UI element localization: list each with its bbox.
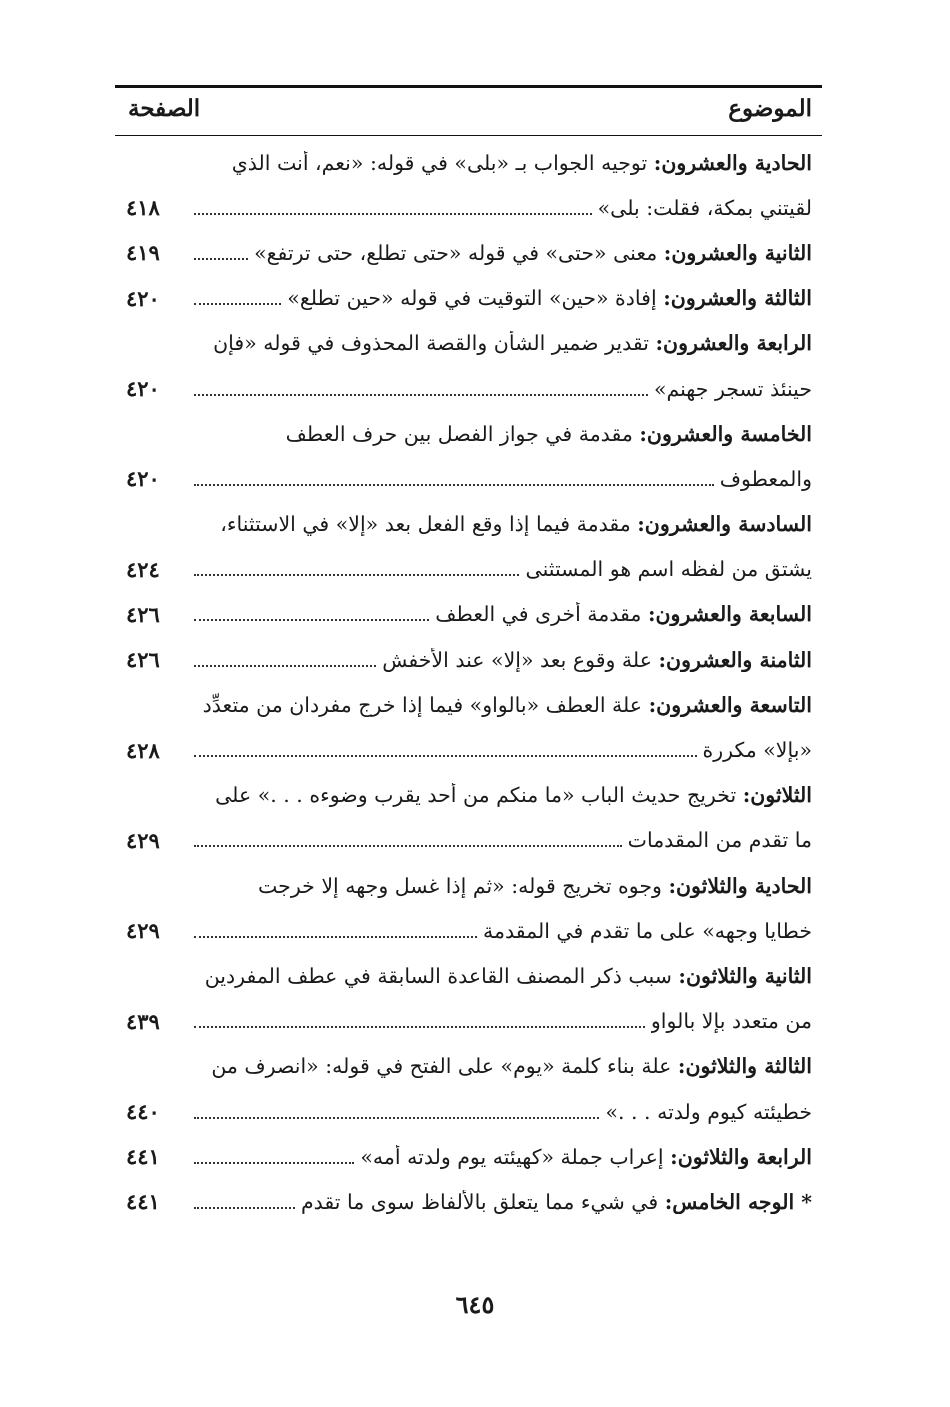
toc-page-number: ٤٤٠ xyxy=(126,1099,160,1125)
toc-line xyxy=(120,863,812,908)
toc-entry-text xyxy=(654,377,812,401)
toc-entry-body: «بإلا» مكررة xyxy=(702,738,812,763)
toc-line xyxy=(120,1089,812,1134)
toc-page-number: ٤٢٨ xyxy=(126,737,160,763)
header-top-rule xyxy=(115,85,822,88)
toc-entry-body: ما تقدم من المقدمات xyxy=(627,828,812,853)
toc-page-number: ٤٢٠ xyxy=(126,376,160,402)
topic-column-header: الموضوع xyxy=(728,95,812,122)
toc-page-number: ٤٣٩ xyxy=(126,1008,160,1034)
table-of-contents xyxy=(120,140,812,1225)
toc-entry-body: في شيء مما يتعلق بالألفاظ سوى ما تقدم xyxy=(300,1189,659,1214)
toc-entry-title: التاسعة والعشرون: xyxy=(648,692,812,717)
toc-line xyxy=(120,185,812,230)
toc-entry-text xyxy=(254,241,812,265)
toc-entry-body: علة بناء كلمة «يوم» على الفتح في قوله: «انصرف من xyxy=(211,1054,672,1079)
toc-entry-body: علة العطف «بالواو» فيما إذا خرج مفردان من متعدِّد xyxy=(202,692,643,717)
toc-entry-text xyxy=(598,196,812,220)
toc-entry-body: إعراب جملة «كهيئته يوم ولدته أمه» xyxy=(360,1144,664,1169)
toc-entry-text xyxy=(215,783,812,807)
toc-entry-title: الثامنة والعشرون: xyxy=(658,647,812,672)
toc-entry-title: الرابعة والثلاثون: xyxy=(670,1144,812,1169)
leader-dots xyxy=(194,653,376,667)
toc-entry-text xyxy=(211,1054,812,1078)
toc-entry-title: الحادية والثلاثون: xyxy=(668,873,812,898)
leader-dots xyxy=(194,743,697,757)
toc-entry-text xyxy=(525,557,812,581)
toc-entry-text xyxy=(703,738,813,762)
leader-dots xyxy=(194,201,592,215)
toc-entry-text xyxy=(220,512,812,536)
toc-entry-title: الرابعة والعشرون: xyxy=(655,331,812,356)
toc-line xyxy=(120,637,812,682)
toc-line xyxy=(120,456,812,501)
toc-entry-body: علة وقوع بعد «إلا» عند الأخفش xyxy=(382,647,652,672)
toc-entry-body: تقدير ضمير الشأن والقصة المحذوف في قوله «فإن xyxy=(213,331,649,356)
toc-entry-text xyxy=(605,1100,812,1124)
toc-entry-body: لقيتني بمكة، فقلت: بلى» xyxy=(597,195,812,220)
toc-entry-body: يشتق من لفظه اسم هو المستثنى xyxy=(525,557,812,582)
toc-entry-text xyxy=(286,422,812,446)
toc-entry-title: الثالثة والثلاثون: xyxy=(677,1054,812,1079)
toc-page-number: ٤١٨ xyxy=(126,195,160,221)
leader-dots xyxy=(194,291,281,305)
toc-entry-text xyxy=(628,828,812,852)
toc-entry-text xyxy=(382,648,812,672)
toc-page-number: ٤٢٠ xyxy=(126,466,160,492)
toc-line xyxy=(120,366,812,411)
toc-line xyxy=(120,908,812,953)
toc-line xyxy=(120,502,812,547)
toc-entry-text xyxy=(720,467,812,491)
toc-entry-title: الحادية والعشرون: xyxy=(653,150,812,175)
toc-entry-title: السابعة والعشرون: xyxy=(647,602,812,627)
toc-entry-body: وجوه تخريج قوله: «ثم إذا غسل وجهه إلا خرجت xyxy=(258,873,662,898)
toc-line xyxy=(120,1179,812,1224)
toc-line xyxy=(120,1044,812,1089)
leader-dots xyxy=(194,607,429,621)
toc-entry-text xyxy=(232,151,812,175)
toc-entry-text xyxy=(651,1009,812,1033)
toc-line xyxy=(120,1134,812,1179)
toc-entry-text xyxy=(435,602,812,626)
toc-entry-text xyxy=(258,874,812,898)
toc-line xyxy=(120,547,812,592)
toc-line xyxy=(120,140,812,185)
toc-page-number: ٤٢٤ xyxy=(126,556,160,582)
toc-entry-body: معنى «حتى» في قوله «حتى تطلع، حتى ترتفع» xyxy=(254,240,658,265)
leader-dots xyxy=(194,924,477,938)
toc-entry-body: سبب ذكر المصنف القاعدة السابقة في عطف المفردين xyxy=(204,963,672,988)
toc-entry-body: مقدمة فيما إذا وقع الفعل بعد «إلا» في الاستثناء، xyxy=(220,512,631,537)
leader-dots xyxy=(194,562,519,576)
toc-entry-body: حينئذ تسجر جهنم» xyxy=(653,376,812,401)
leader-dots xyxy=(194,246,248,260)
toc-entry-title: * الوجه الخامس: xyxy=(664,1189,812,1214)
toc-line xyxy=(120,682,812,727)
toc-entry-body: خطايا وجهه» على ما تقدم في المقدمة xyxy=(483,918,812,943)
toc-line xyxy=(120,773,812,818)
leader-dots xyxy=(194,1150,354,1164)
toc-entry-title: السادسة والعشرون: xyxy=(637,512,812,537)
toc-entry-body: توجيه الجواب بـ «بلى» في قوله: «نعم، أنت الذي xyxy=(231,150,648,175)
toc-line xyxy=(120,999,812,1044)
toc-entry-body: من متعدد بإلا بالواو xyxy=(650,1009,812,1034)
toc-page-number: ٤٤١ xyxy=(126,1144,160,1170)
toc-line xyxy=(120,411,812,456)
leader-dots xyxy=(194,472,714,486)
toc-entry-body: إفادة «حين» التوقيت في قوله «حين تطلع» xyxy=(287,286,657,311)
toc-entry-body: والمعطوف xyxy=(719,466,812,491)
leader-dots xyxy=(194,1105,599,1119)
toc-line xyxy=(120,230,812,275)
toc-entry-text xyxy=(213,331,812,355)
toc-line xyxy=(120,727,812,772)
toc-line xyxy=(120,321,812,366)
leader-dots xyxy=(194,1014,645,1028)
toc-entry-text xyxy=(483,919,812,943)
toc-entry-body: مقدمة أخرى في العطف xyxy=(435,602,642,627)
leader-dots xyxy=(194,833,622,847)
toc-page-number: ٤٢٦ xyxy=(126,601,160,627)
toc-page-number: ٤٢٩ xyxy=(126,827,160,853)
toc-entry-body: خطيئته كيوم ولدته . . .» xyxy=(605,1099,812,1124)
toc-entry-text xyxy=(360,1145,812,1169)
toc-entry-title: الثانية والثلاثون: xyxy=(678,963,812,988)
toc-entry-title: الثانية والعشرون: xyxy=(663,240,812,265)
toc-page-number: ٤٢٠ xyxy=(126,285,160,311)
page-number: ٦٤٥ xyxy=(455,1290,495,1319)
toc-line xyxy=(120,276,812,321)
toc-entry-text xyxy=(301,1190,812,1214)
leader-dots xyxy=(194,1195,295,1209)
toc-entry-text xyxy=(205,964,812,988)
toc-entry-text xyxy=(287,286,812,310)
page-column-header: الصفحة xyxy=(128,95,201,122)
toc-entry-title: الخامسة والعشرون: xyxy=(639,421,812,446)
toc-entry-body: مقدمة في جواز الفصل بين حرف العطف xyxy=(285,421,633,446)
header-bottom-rule xyxy=(115,135,822,136)
toc-entry-title: الثالثة والعشرون: xyxy=(663,286,812,311)
toc-entry-title: الثلاثون: xyxy=(742,783,812,808)
toc-entry-body: تخريج حديث الباب «ما منكم من أحد يقرب وضوءه . . .» على xyxy=(215,783,737,808)
toc-page-number: ٤٢٦ xyxy=(126,647,160,673)
toc-line xyxy=(120,953,812,998)
toc-page-number: ٤٤١ xyxy=(126,1189,160,1215)
leader-dots xyxy=(194,382,648,396)
toc-entry-text xyxy=(203,693,812,717)
toc-line xyxy=(120,818,812,863)
toc-page-number: ٤١٩ xyxy=(126,240,160,266)
toc-page-number: ٤٢٩ xyxy=(126,918,160,944)
toc-line xyxy=(120,592,812,637)
